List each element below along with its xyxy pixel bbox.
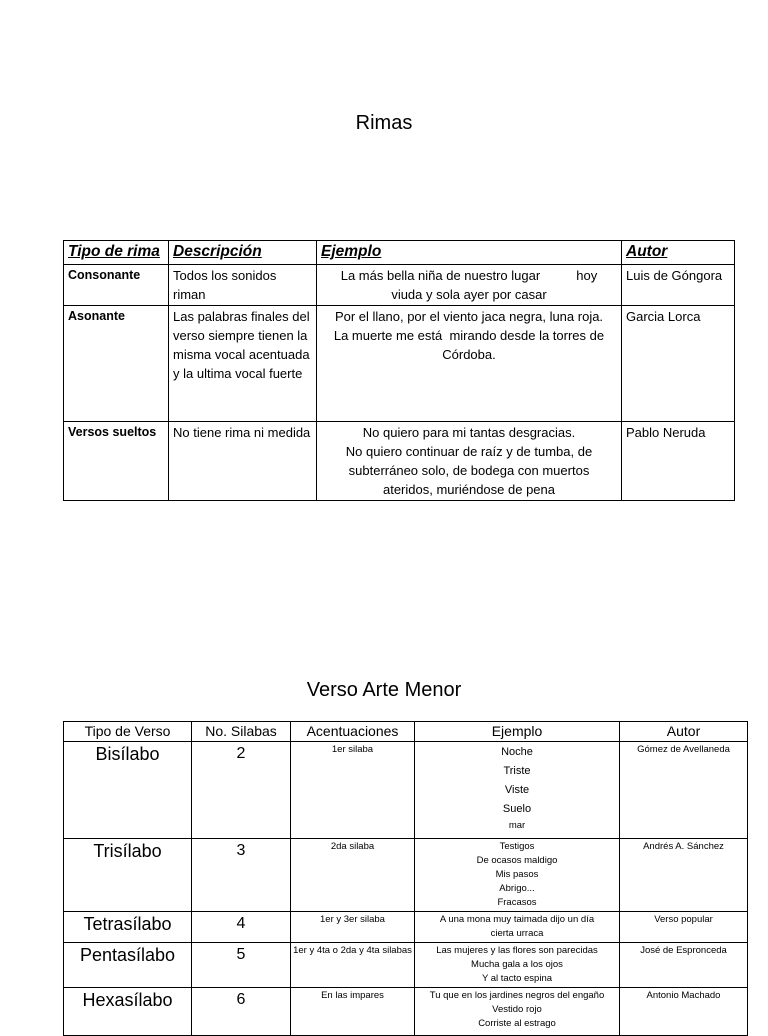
ejemplo-line: Abrigo... — [499, 883, 535, 894]
table-row — [64, 943, 748, 988]
table-row — [64, 306, 735, 422]
table-row — [64, 839, 748, 912]
acentuaciones-cell: En las impares — [291, 988, 415, 1036]
tipo-verso-cell: Pentasílabo — [64, 943, 192, 988]
ejemplo-cell — [317, 265, 622, 306]
header-autor: Autor — [622, 241, 735, 265]
tipo-cell: Consonante — [64, 265, 169, 306]
ejemplo-line: Y al tacto espina — [481, 973, 553, 984]
tipo-verso-cell: Bisílabo — [64, 742, 192, 839]
ejemplo-line: Noche — [501, 746, 533, 758]
tipo-verso-cell: Tetrasílabo — [64, 912, 192, 943]
ejemplo-line: Las mujeres y las flores son parecidas — [436, 945, 598, 956]
header-autor: Autor — [620, 722, 748, 742]
autor-cell: Luis de Góngora — [622, 265, 735, 306]
table-header-row — [64, 722, 748, 742]
ejemplo-line: viuda y sola ayer por casar — [391, 287, 547, 302]
ejemplo-line: Corriste al estrago — [478, 1018, 556, 1029]
ejemplo-line: La muerte me está mirando desde la torres de — [333, 328, 605, 343]
ejemplo-line: Viste — [504, 784, 530, 796]
header-tipo-verso: Tipo de Verso — [64, 722, 192, 742]
ejemplo-line: ateridos, muriéndose de pena — [382, 482, 555, 497]
silabas-cell: 4 — [192, 912, 291, 943]
ejemplo-cell — [317, 422, 622, 501]
verso-title: Verso Arte Menor — [306, 679, 462, 701]
ejemplo-line: Fracasos — [497, 897, 537, 908]
ejemplo-line: A una mona muy taimada dijo un día — [439, 914, 595, 925]
ejemplo-line: Testigos — [499, 841, 535, 852]
ejemplo-line: La más bella niña de nuestro lugar hoy — [340, 268, 598, 283]
ejemplo-line: Por el llano, por el viento jaca negra, luna roja. — [334, 309, 604, 324]
acentuaciones-cell: 1er silaba — [291, 742, 415, 839]
autor-cell: Verso popular — [620, 912, 748, 943]
acentuaciones-cell: 1er y 3er silaba — [291, 912, 415, 943]
silabas-cell: 2 — [192, 742, 291, 839]
autor-cell: José de Espronceda — [620, 943, 748, 988]
table-row — [64, 912, 748, 943]
autor-cell: Pablo Neruda — [622, 422, 735, 501]
descripcion-cell: No tiene rima ni medida — [169, 422, 317, 501]
ejemplo-cell — [317, 306, 622, 422]
ejemplo-line: Córdoba. — [442, 347, 496, 362]
ejemplo-line: cierta urraca — [490, 928, 544, 939]
tipo-verso-cell: Hexasílabo — [64, 988, 192, 1036]
rimas-table — [63, 240, 735, 501]
ejemplo-line: De ocasos maldigo — [476, 855, 558, 866]
ejemplo-cell — [415, 943, 620, 988]
tipo-cell: Versos sueltos — [64, 422, 169, 501]
acentuaciones-cell: 1er y 4ta o 2da y 4ta silabas — [291, 943, 415, 988]
descripcion-cell: Las palabras finales del verso siempre tienen la misma vocal acentuada y la ultima vocal fuerte — [169, 306, 317, 422]
tipo-cell: Asonante — [64, 306, 169, 422]
tipo-verso-cell: Trisílabo — [64, 839, 192, 912]
table-row — [64, 742, 748, 839]
silabas-cell: 6 — [192, 988, 291, 1036]
ejemplo-line: Tu que en los jardines negros del engaño — [429, 990, 605, 1001]
autor-cell: Gómez de Avellaneda — [620, 742, 748, 839]
rimas-title: Rimas — [355, 112, 413, 134]
autor-cell: Antonio Machado — [620, 988, 748, 1036]
ejemplo-cell — [415, 988, 620, 1036]
autor-cell: Garcia Lorca — [622, 306, 735, 422]
header-silabas: No. Silabas — [192, 722, 291, 742]
silabas-cell: 3 — [192, 839, 291, 912]
verso-table — [63, 721, 748, 1036]
table-row — [64, 422, 735, 501]
ejemplo-line: Mis pasos — [495, 869, 539, 880]
ejemplo-line: No quiero continuar de raíz y de tumba, de — [345, 444, 593, 459]
header-descripcion: Descripción — [169, 241, 317, 265]
ejemplo-cell — [415, 912, 620, 943]
ejemplo-line: Vestido rojo — [492, 1004, 542, 1015]
acentuaciones-cell: 2da silaba — [291, 839, 415, 912]
ejemplo-cell — [415, 742, 620, 839]
header-ejemplo: Ejemplo — [415, 722, 620, 742]
ejemplo-line: subterráneo solo, de bodega con muertos — [348, 463, 590, 478]
silabas-cell: 5 — [192, 943, 291, 988]
ejemplo-line: Triste — [503, 765, 531, 777]
table-header-row — [64, 241, 735, 265]
table-row — [64, 988, 748, 1036]
ejemplo-line: Mucha gala a los ojos — [471, 959, 563, 970]
header-tipo: Tipo de rima — [64, 241, 169, 265]
ejemplo-cell — [415, 839, 620, 912]
ejemplo-line: mar — [508, 820, 526, 831]
ejemplo-line: Suelo — [502, 803, 532, 815]
ejemplo-line: No quiero para mi tantas desgracias. — [362, 425, 576, 440]
descripcion-cell: Todos los sonidos riman — [169, 265, 317, 306]
header-ejemplo: Ejemplo — [317, 241, 622, 265]
autor-cell: Andrés A. Sánchez — [620, 839, 748, 912]
table-row — [64, 265, 735, 306]
header-acentuaciones: Acentuaciones — [291, 722, 415, 742]
